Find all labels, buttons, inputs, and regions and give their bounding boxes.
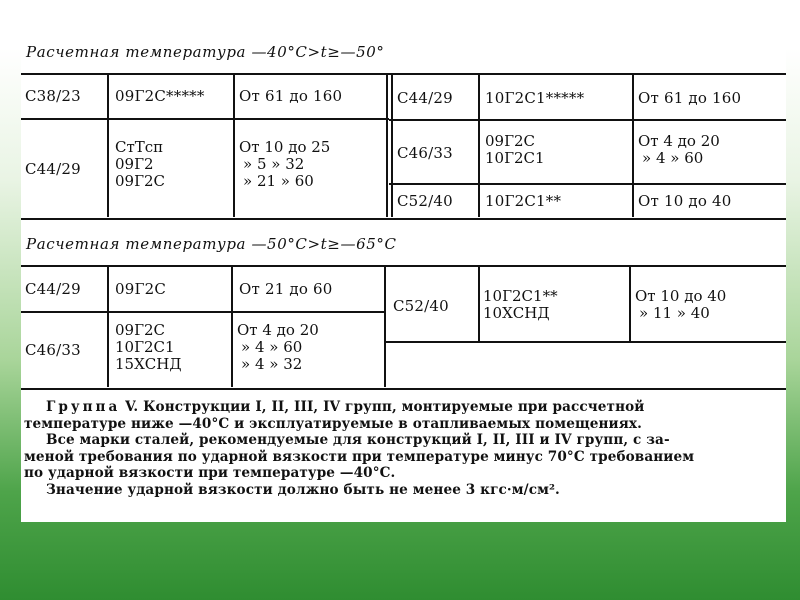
thickness-list	[635, 288, 726, 322]
steel-cell: СтТсп	[115, 138, 164, 156]
rule	[389, 119, 786, 121]
thickness-list	[638, 133, 720, 167]
rule	[21, 118, 389, 120]
grade-cell: С44/29	[397, 89, 453, 107]
steel-cell: 10ХСНД	[483, 304, 550, 322]
grade-cell: С52/40	[393, 297, 449, 315]
steel-cell: 10Г2С1**	[485, 192, 562, 210]
paragraph-line: по ударной вязкости при температуре —40°С.	[24, 465, 396, 481]
paragraph-line: Все марки сталей, рекомендуемые для конструкций I, II, III и IV групп, с за-	[46, 432, 670, 448]
thickness-cell: » 21 » 60	[243, 172, 314, 190]
thickness-cell: » 4 » 60	[241, 338, 303, 356]
rule	[21, 218, 786, 220]
thickness-list	[237, 322, 319, 373]
steel-cell: 10Г2С1**	[483, 287, 558, 305]
steel-cell: 10Г2С1*****	[485, 89, 585, 107]
thickness-cell: От 21 до 60	[239, 280, 333, 298]
grade-cell: С46/33	[25, 341, 81, 359]
steel-cell: 09Г2С	[115, 321, 166, 339]
rule	[478, 75, 480, 217]
paragraph-text: V. Конструкции I, II, III, IV групп, монтируемые при рассчетной	[120, 399, 645, 415]
steel-cell: 10Г2С1	[485, 149, 545, 167]
steel-list	[483, 288, 558, 322]
thickness-cell: » 4 » 32	[241, 355, 303, 373]
thickness-cell: От 10 до 25	[239, 138, 331, 156]
thickness-cell: От 61 до 160	[239, 87, 343, 105]
steel-list	[115, 139, 165, 190]
thickness-cell: » 5 » 32	[243, 155, 305, 173]
thickness-cell: От 10 до 40	[635, 287, 727, 305]
rule	[21, 265, 786, 267]
grade-cell: С44/29	[25, 160, 81, 178]
rule	[478, 267, 480, 341]
thickness-cell: » 11 » 40	[639, 304, 710, 322]
paragraph-line: температуре ниже —40°С и эксплуатируемые в отапливаемых помещениях.	[24, 415, 642, 432]
grade-cell: С46/33	[397, 144, 453, 162]
thickness-cell: От 10 до 40	[638, 192, 732, 210]
steel-cell: 09Г2	[115, 155, 154, 173]
steel-list	[115, 322, 182, 373]
grade-cell: С38/23	[25, 87, 81, 105]
rule	[386, 75, 388, 217]
thickness-list	[239, 139, 330, 190]
steel-list	[485, 133, 545, 167]
rule	[391, 75, 393, 217]
thickness-cell: » 4 » 60	[642, 149, 704, 167]
steel-cell: 10Г2С1	[115, 338, 175, 356]
group-word: Группа	[46, 399, 121, 415]
thickness-cell: От 61 до 160	[638, 89, 742, 107]
steel-cell: 15ХСНД	[115, 355, 182, 373]
paragraph-line: меной требования по ударной вязкости при температуре минус 70°С требованием	[24, 448, 695, 465]
rule	[107, 267, 109, 387]
group-v-paragraph	[24, 399, 784, 498]
steel-cell: 09Г2С*****	[115, 87, 205, 105]
thickness-cell: От 4 до 20	[237, 321, 319, 339]
rule	[389, 183, 786, 185]
steel-cell: 09Г2С	[485, 132, 536, 150]
scanned-table-page	[21, 35, 786, 522]
rule	[21, 73, 786, 75]
rule	[21, 388, 786, 390]
rule	[386, 341, 786, 343]
steel-cell: 09Г2С	[115, 280, 167, 298]
rule	[233, 75, 235, 217]
thickness-cell: От 4 до 20	[638, 132, 720, 150]
steel-cell: 09Г2С	[115, 172, 166, 190]
grade-cell: С52/40	[397, 192, 453, 210]
grade-cell: С44/29	[25, 280, 81, 298]
rule	[107, 75, 109, 217]
rule	[629, 267, 631, 341]
paragraph-line: Значение ударной вязкости должно быть не менее 3 кгс·м/см².	[46, 481, 560, 498]
rule	[21, 311, 386, 313]
rule	[384, 267, 386, 387]
paragraph-line	[24, 399, 784, 416]
section2-header: Расчетная температура —50°C>t≥—65°C	[26, 235, 397, 253]
section1-header: Расчетная температура —40°C>t≥—50°	[26, 43, 385, 61]
rule	[231, 267, 233, 387]
rule	[632, 75, 634, 217]
